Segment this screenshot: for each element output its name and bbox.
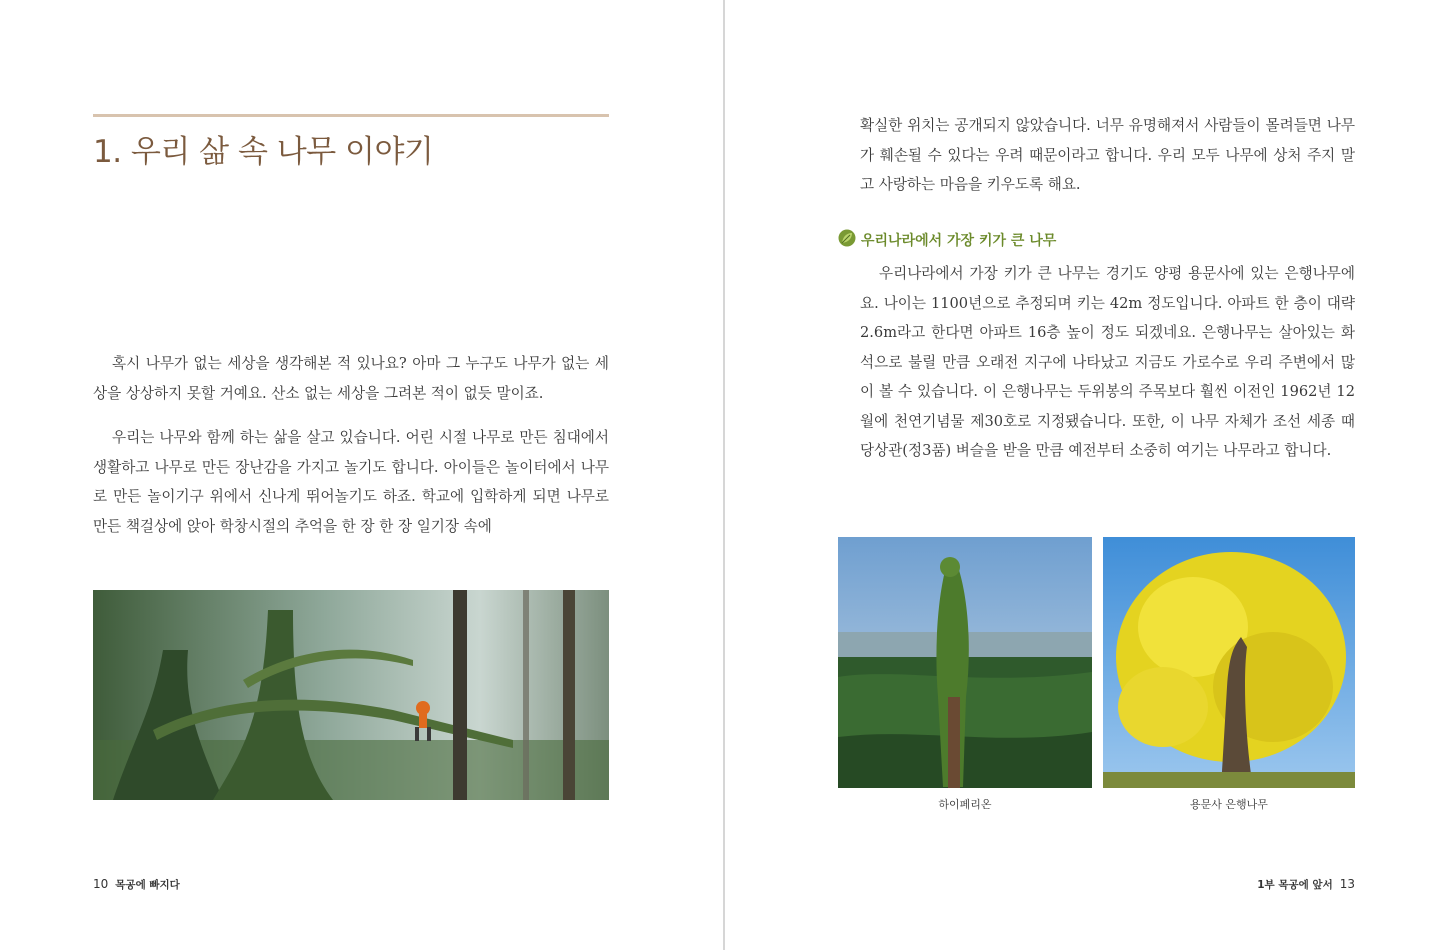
body-paragraph — [93, 423, 609, 541]
chapter-title: 1. 우리 삶 속 나무 이야기 — [93, 134, 434, 170]
photo-caption: 용문사 은행나무 — [1190, 798, 1268, 811]
page-footer — [1257, 877, 1355, 892]
body-paragraph — [93, 349, 609, 408]
leaf-icon — [838, 229, 856, 251]
section-heading-text: 우리나라에서 가장 키가 큰 나무 — [861, 233, 1057, 249]
body-paragraph — [860, 111, 1355, 200]
ginkgo-photo — [1103, 537, 1355, 788]
hyperion-photo — [838, 537, 1092, 788]
paragraph-text: 우리는 나무와 함께 하는 삶을 살고 있습니다. 어린 시절 나무로 만든 침대에서 생활하고 나무로 만든 장난감을 가지고 놀기도 합니다. 아이들은 놀이터에서 나무로 만든 놀이기구 위에서 신나게 뛰어놀기도 하죠. 학교에 입학하게 되면 나무로 만든 책걸상에 앉아 학창시절의 추억을 한 장 한 장 일기장 속에 — [93, 429, 609, 535]
title-rule — [93, 114, 609, 117]
paragraph-text: 우리나라에서 가장 키가 큰 나무는 경기도 양평 용문사에 있는 은행나무에요. 나이는 1100년으로 추정되며 키는 42m 정도입니다. 아파트 한 층이 대략 2.6m라고 한다면 아파트 16층 높이 정도 되겠네요. 은행나무는 살아있는 화석으로 불릴 만큼 오래전 지구에 나타났고 지금도 가로수로 우리 주변에서 많이 볼 수 있습니다. 이 은행나무는 두위봉의 주목보다 훨씬 이전인 1962년 12월에 천연기념물 제30호로 지정됐습니다. 또한, 이 나무 자체가 조선 세종 때 당상관(정3품) 벼슬을 받을 만큼 예전부터 소중히 여기는 나무라고 합니다. — [860, 265, 1355, 459]
page-number: 13 — [1339, 877, 1355, 891]
right-page — [725, 0, 1450, 950]
page-number: 10 — [93, 877, 109, 891]
running-title: 1부 목공에 앞서 — [1257, 879, 1333, 891]
section-heading — [838, 229, 1056, 251]
photo-caption: 하이페리온 — [938, 798, 992, 811]
body-paragraph — [860, 259, 1355, 466]
running-title: 목공에 빠지다 — [115, 879, 180, 891]
left-page — [0, 0, 723, 950]
paragraph-text: 확실한 위치는 공개되지 않았습니다. 너무 유명해져서 사람들이 몰려들면 나무가 훼손될 수 있다는 우려 때문이라고 합니다. 우리 모두 나무에 상처 주지 말고 사랑하는 마음을 키우도록 해요. — [860, 117, 1355, 193]
page-footer — [93, 877, 180, 892]
forest-photo — [93, 590, 609, 800]
paragraph-text: 혹시 나무가 없는 세상을 생각해본 적 있나요? 아마 그 누구도 나무가 없는 세상을 상상하지 못할 거예요. 산소 없는 세상을 그려본 적이 없듯 말이죠. — [93, 355, 609, 402]
